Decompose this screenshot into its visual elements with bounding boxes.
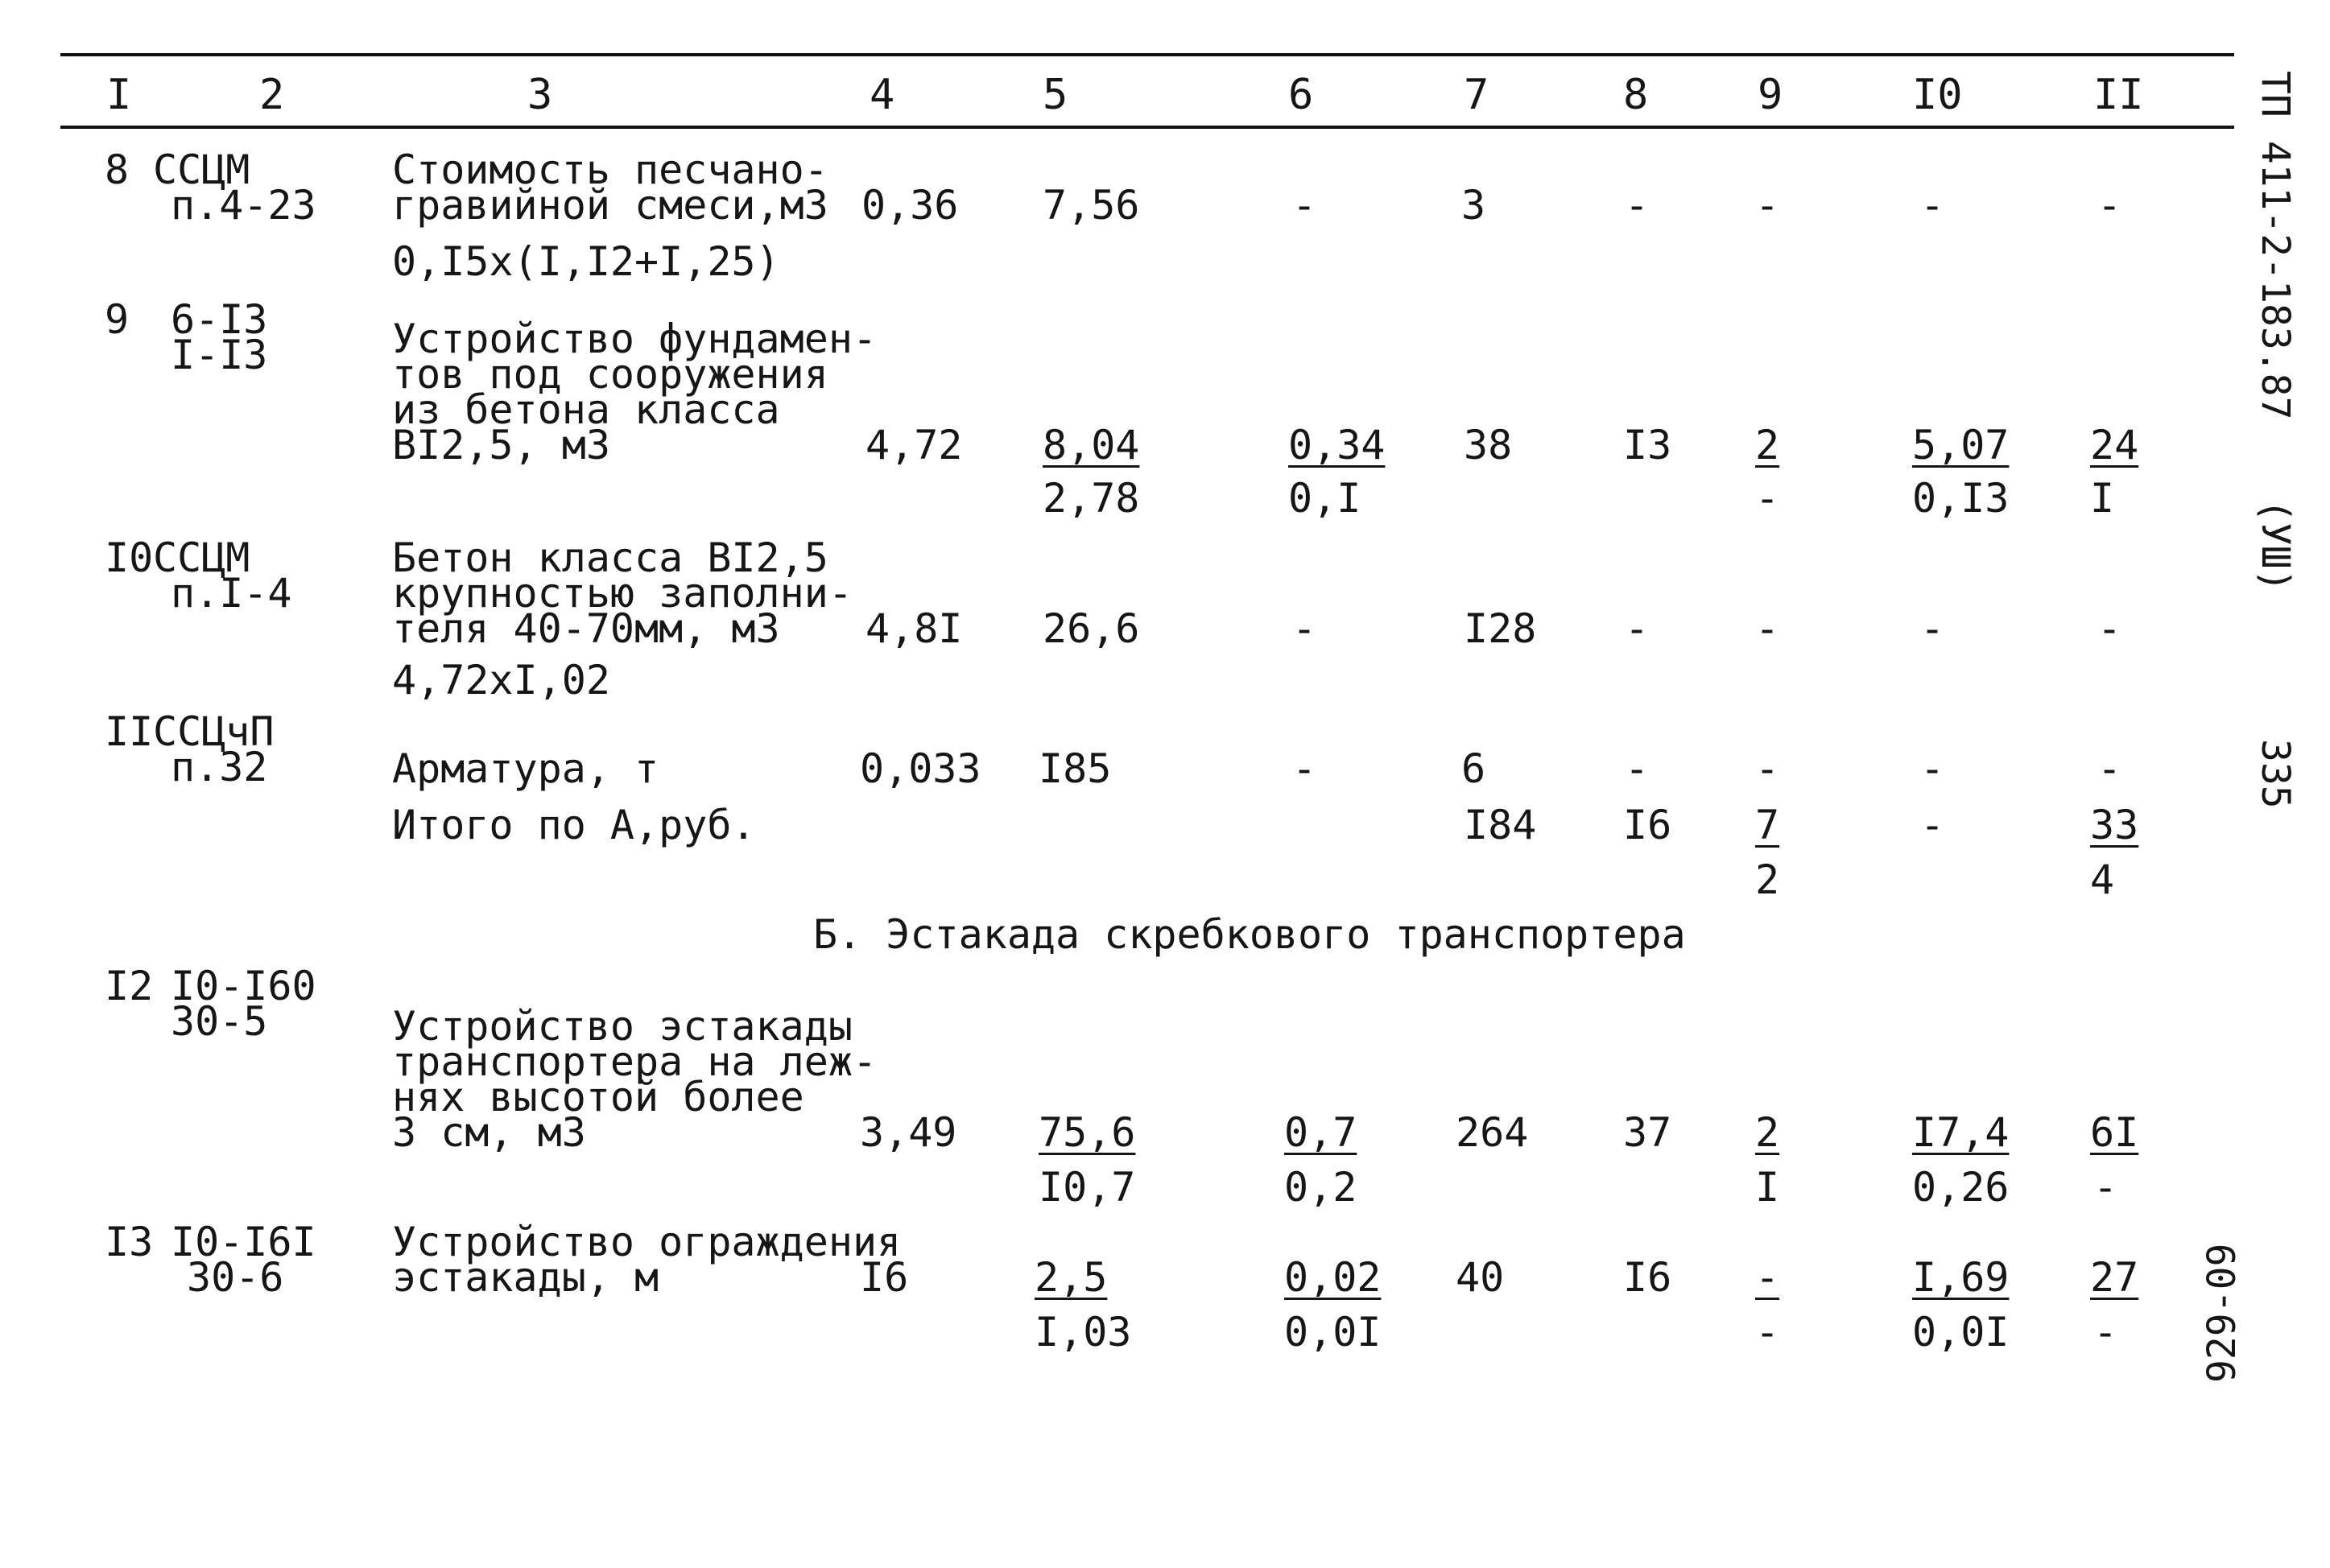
cell-col11: - bbox=[2097, 605, 2122, 652]
col-header-7: 7 bbox=[1464, 71, 1489, 119]
cell-col7: 40 bbox=[1456, 1254, 1505, 1301]
cell-col7: 3 bbox=[1461, 182, 1486, 229]
cell-col4: I6 bbox=[860, 1254, 909, 1301]
row-reference: 30-5 bbox=[171, 998, 268, 1045]
row-formula: 0,I5х(I,I2+I,25) bbox=[392, 238, 780, 285]
cell-col5-sub: I0,7 bbox=[1039, 1164, 1136, 1211]
cell-col6: 0,7 bbox=[1284, 1109, 1357, 1156]
cell-col8: I3 bbox=[1623, 422, 1672, 468]
row-number: II bbox=[105, 708, 154, 755]
col-header-3: 3 bbox=[527, 71, 553, 119]
row-description: BI2,5, м3 bbox=[392, 422, 610, 468]
row-number: I2 bbox=[105, 963, 154, 1009]
cell-col4: 4,8I bbox=[865, 605, 963, 652]
cell-col4: 4,72 bbox=[865, 422, 963, 468]
col-header-6: 6 bbox=[1288, 71, 1314, 119]
row-number: 9 bbox=[105, 296, 130, 343]
row-description: транспортера на леж- bbox=[392, 1038, 878, 1085]
row-reference: п.32 bbox=[171, 744, 268, 790]
row-description: из бетона класса bbox=[392, 386, 780, 433]
cell-col9: 7 bbox=[1755, 802, 1780, 848]
header-bottom-rule bbox=[60, 126, 2234, 129]
cell-col10: - bbox=[1920, 745, 1945, 792]
cell-col7: I28 bbox=[1464, 605, 1537, 652]
row-description: Устройство ограждения bbox=[392, 1219, 902, 1265]
cell-col10: I7,4 bbox=[1912, 1109, 2010, 1156]
cell-col11: - bbox=[2097, 182, 2122, 229]
cell-col5: 26,6 bbox=[1043, 605, 1140, 652]
section-heading: Б. Эстакада скребкового транспортера bbox=[813, 911, 1686, 958]
row-description: Стоимость песчано- bbox=[392, 146, 828, 193]
row-formula: 4,72хI,02 bbox=[392, 657, 610, 704]
col-header-2: 2 bbox=[259, 71, 285, 119]
volume-label: (УШ) bbox=[2253, 499, 2298, 592]
cell-col5: 7,56 bbox=[1043, 182, 1140, 229]
col-header-5: 5 bbox=[1043, 71, 1068, 119]
col-header-4: 4 bbox=[870, 71, 895, 119]
cell-col11: 33 bbox=[2090, 802, 2139, 848]
cell-col6: - bbox=[1292, 745, 1317, 792]
row-description: Устройство эстакады bbox=[392, 1003, 853, 1050]
row-description: Устройство фундамен- bbox=[392, 316, 878, 362]
cell-col5: 2,5 bbox=[1035, 1254, 1108, 1301]
cell-col11: 6I bbox=[2090, 1109, 2139, 1156]
cell-col7: I84 bbox=[1464, 802, 1537, 848]
cell-col8: - bbox=[1625, 182, 1650, 229]
cell-col9: - bbox=[1755, 605, 1780, 652]
row-reference: ССЦчП bbox=[153, 708, 275, 755]
row-description: теля 40-70мм, м3 bbox=[392, 605, 780, 652]
row-reference: ССЦМ bbox=[153, 146, 250, 193]
cell-col9: 2 bbox=[1755, 1109, 1780, 1156]
row-reference: 6-I3 bbox=[171, 296, 268, 343]
drawing-id: 929-09 bbox=[2200, 1243, 2245, 1383]
cell-col5: 8,04 bbox=[1043, 422, 1140, 468]
cell-col8: I6 bbox=[1623, 1254, 1672, 1301]
cell-col6-sub: 0,I bbox=[1288, 475, 1361, 522]
cell-col6-sub: 0,2 bbox=[1284, 1164, 1357, 1211]
cell-col11-sub: - bbox=[2093, 1309, 2118, 1355]
cell-col10-sub: 0,0I bbox=[1912, 1309, 2010, 1355]
row-reference: I0-I60 bbox=[171, 963, 316, 1009]
cell-col10-sub: 0,26 bbox=[1912, 1164, 2010, 1211]
row-number: 8 bbox=[105, 146, 130, 193]
row-description: 3 см, м3 bbox=[392, 1109, 586, 1156]
cell-col11: 27 bbox=[2090, 1254, 2139, 1301]
row-description: гравийной смеси,м3 bbox=[392, 182, 828, 229]
total-label: Итого по А,руб. bbox=[392, 802, 756, 848]
row-reference: п.I-4 bbox=[171, 570, 292, 617]
cell-col6: 0,02 bbox=[1284, 1254, 1382, 1301]
cell-col11-sub: I bbox=[2090, 475, 2115, 522]
cell-col6: - bbox=[1292, 182, 1317, 229]
cell-col4: 3,49 bbox=[860, 1109, 957, 1156]
row-reference: 30-6 bbox=[187, 1254, 284, 1301]
cell-col7: 38 bbox=[1464, 422, 1513, 468]
cell-col9-sub: I bbox=[1755, 1164, 1780, 1211]
cell-col9: - bbox=[1755, 182, 1780, 229]
row-number: I3 bbox=[105, 1219, 154, 1265]
row-description: эстакады, м bbox=[392, 1254, 659, 1301]
cell-col10: - bbox=[1920, 605, 1945, 652]
row-reference: п.4-23 bbox=[171, 182, 316, 229]
cell-col8: 37 bbox=[1623, 1109, 1672, 1156]
row-description: нях высотой более bbox=[392, 1074, 804, 1120]
cell-col5: 75,6 bbox=[1039, 1109, 1136, 1156]
row-description: крупностью заполни- bbox=[392, 570, 853, 617]
cell-col4: 0,033 bbox=[860, 745, 981, 792]
row-description: Арматура, т bbox=[392, 745, 659, 792]
cell-col11-sub: 4 bbox=[2090, 856, 2115, 903]
cell-col9-sub: - bbox=[1755, 475, 1780, 522]
col-header-9: 9 bbox=[1758, 71, 1783, 119]
cell-col9: 2 bbox=[1755, 422, 1780, 468]
cell-col9-sub: - bbox=[1755, 1309, 1780, 1355]
cell-col10: 5,07 bbox=[1912, 422, 2010, 468]
col-header-10: I0 bbox=[1912, 71, 1963, 119]
cell-col6-sub: 0,0I bbox=[1284, 1309, 1382, 1355]
col-header-8: 8 bbox=[1623, 71, 1649, 119]
cell-col9: - bbox=[1755, 745, 1780, 792]
cell-col6: 0,34 bbox=[1288, 422, 1386, 468]
cell-col8: - bbox=[1625, 745, 1650, 792]
cell-col10: I,69 bbox=[1912, 1254, 2010, 1301]
cell-col5-sub: 2,78 bbox=[1043, 475, 1140, 522]
col-header-11: II bbox=[2093, 71, 2144, 119]
cell-col11: 24 bbox=[2090, 422, 2139, 468]
cell-col7: 264 bbox=[1456, 1109, 1529, 1156]
cell-col10-sub: 0,I3 bbox=[1912, 475, 2010, 522]
cell-col10: - bbox=[1920, 182, 1945, 229]
cell-col4: 0,36 bbox=[861, 182, 959, 229]
cell-col5-sub: I,03 bbox=[1035, 1309, 1132, 1355]
row-reference: I-I3 bbox=[171, 332, 268, 378]
cell-col9: - bbox=[1755, 1254, 1780, 1301]
cell-col8: - bbox=[1625, 605, 1650, 652]
row-reference: I0-I6I bbox=[171, 1219, 316, 1265]
col-header-1: I bbox=[106, 71, 132, 119]
document-code: ТП 411-2-183.87 bbox=[2253, 71, 2298, 420]
cell-col7: 6 bbox=[1461, 745, 1486, 792]
row-reference: ССЦМ bbox=[153, 534, 250, 581]
cell-col11: - bbox=[2097, 745, 2122, 792]
cell-col10: - bbox=[1920, 802, 1945, 848]
row-number: I0 bbox=[105, 534, 154, 581]
cell-col6: - bbox=[1292, 605, 1317, 652]
row-description: Бетон класса BI2,5 bbox=[392, 534, 828, 581]
cell-col8: I6 bbox=[1623, 802, 1672, 848]
header-top-rule bbox=[60, 53, 2234, 56]
cell-col11-sub: - bbox=[2093, 1164, 2118, 1211]
row-description: тов под сооружения bbox=[392, 351, 828, 398]
cell-col5: I85 bbox=[1039, 745, 1112, 792]
page-number: 335 bbox=[2253, 739, 2298, 809]
cell-col9-sub: 2 bbox=[1755, 856, 1780, 903]
